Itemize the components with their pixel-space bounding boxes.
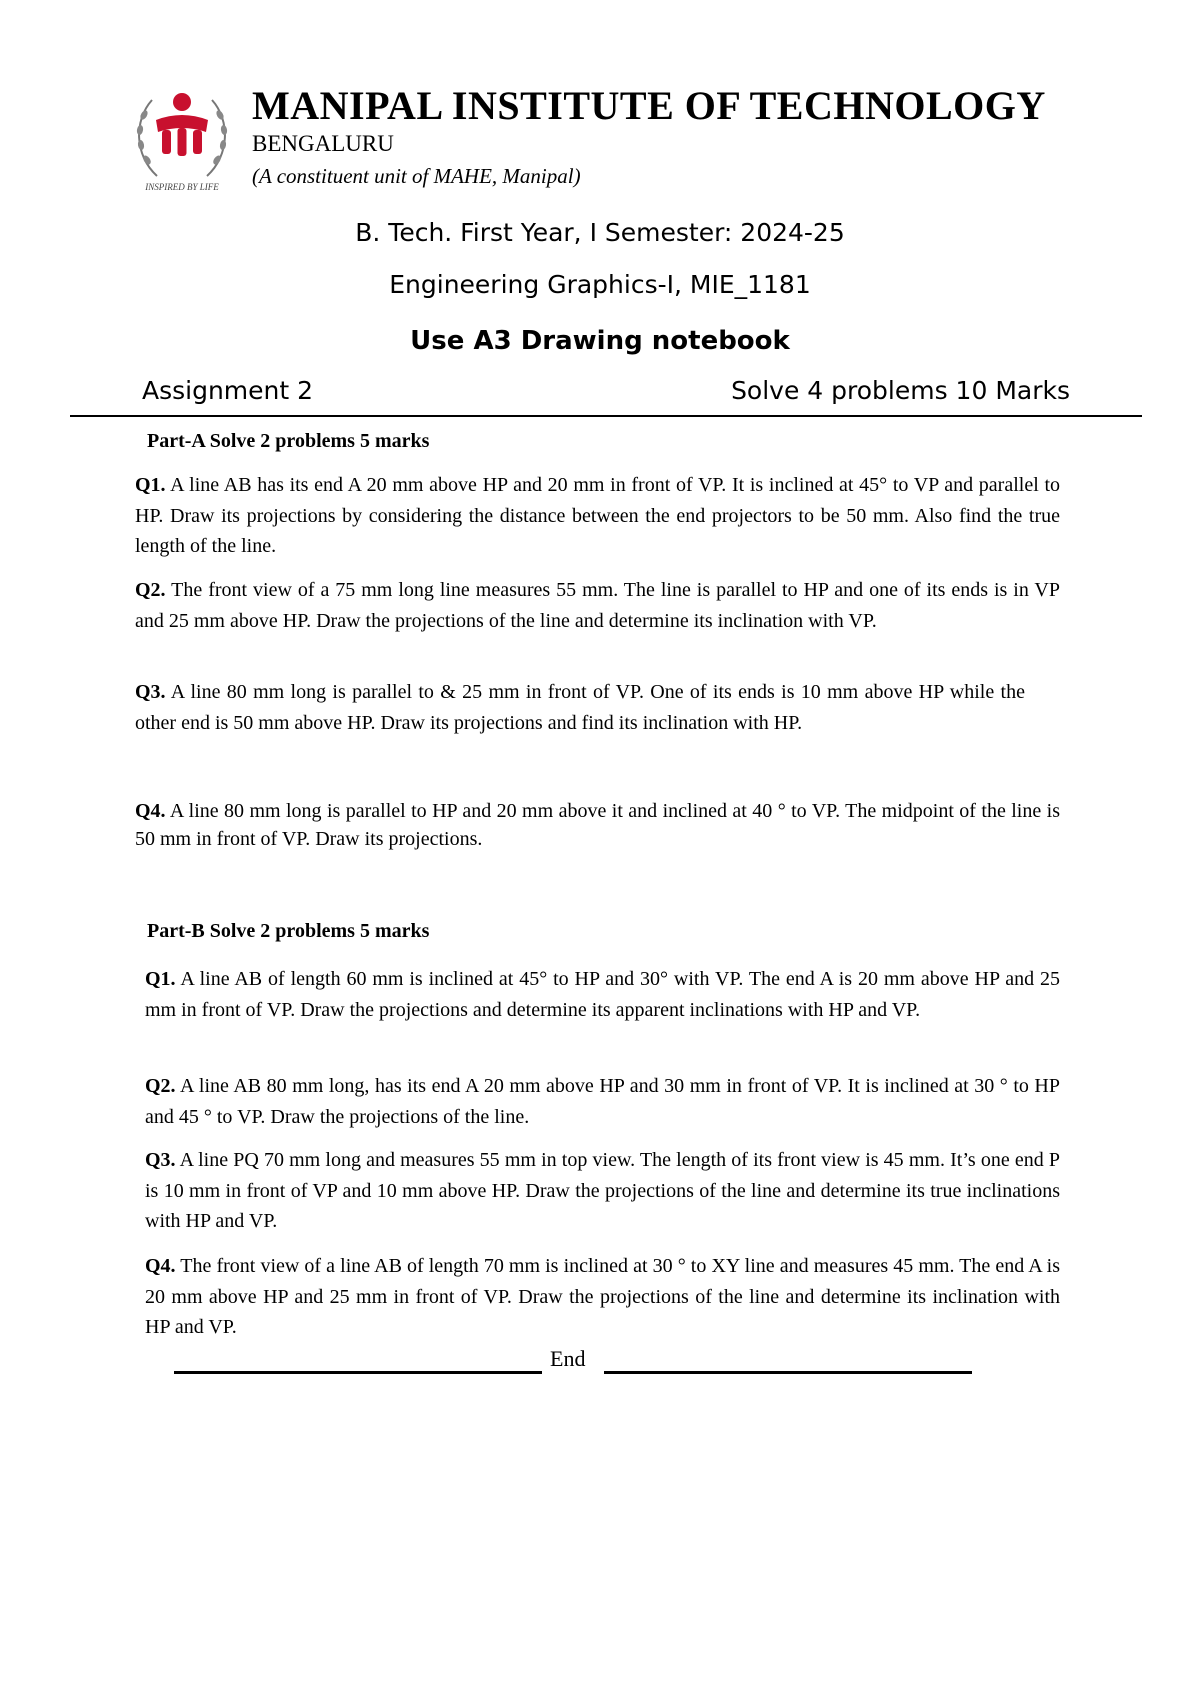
emblem-icon	[156, 93, 208, 156]
question-a4	[135, 797, 1060, 853]
part-a-title: Part-A Solve 2 problems 5 marks	[147, 430, 430, 452]
question-text: A line AB of length 60 mm is inclined at 45° to HP and 30° with VP. The end A is 20 mm above HP and 25 mm in front of VP. Draw the projections and determine its apparent inclinations with HP and VP.	[145, 968, 1060, 1021]
question-text: A line 80 mm long is parallel to HP and 20 mm above it and inclined at 40 ° to VP. The midpoint of the line is 50 mm in front of VP. Draw its projections.	[135, 800, 1060, 850]
end-label: End	[550, 1346, 586, 1371]
question-b1	[145, 964, 1060, 1025]
question-text: A line AB has its end A 20 mm above HP and 20 mm in front of VP. It is inclined at 45° to VP and parallel to HP. Draw its projections by considering the distance between the end projectors to be 50 mm. Also find the true length of the line.	[135, 474, 1060, 557]
question-number: Q3.	[145, 1149, 176, 1171]
assignment-title: Assignment 2	[142, 376, 314, 405]
part-b-title: Part-B Solve 2 problems 5 marks	[147, 920, 430, 942]
question-text: The front view of a line AB of length 70 mm is inclined at 30 ° to XY line and measures 45 mm. The end A is 20 mm above HP and 25 mm in front of VP. Draw the projections of the line and determine its inclination with HP and VP.	[145, 1255, 1060, 1338]
question-b2	[145, 1071, 1060, 1132]
question-number: Q1.	[135, 474, 166, 496]
end-rule-right	[604, 1371, 972, 1374]
question-b4	[145, 1251, 1060, 1343]
question-number: Q1.	[145, 968, 176, 990]
question-number: Q3.	[135, 681, 166, 703]
institute-logo	[132, 80, 232, 196]
notebook-instruction: Use A3 Drawing notebook	[410, 326, 790, 356]
question-text: A line PQ 70 mm long and measures 55 mm in top view. The length of its front view is 45 mm. It’s one end P is 10 mm in front of VP and 10 mm above HP. Draw the projections of the line and determine its true inclinations with HP and VP.	[145, 1149, 1060, 1232]
question-b3	[145, 1145, 1060, 1237]
question-text: The front view of a 75 mm long line measures 55 mm. The line is parallel to HP and one of its ends is in VP and 25 mm above HP. Draw the projections of the line and determine its inclination with VP.	[135, 579, 1060, 632]
question-a1	[135, 470, 1060, 562]
institute-name: MANIPAL INSTITUTE OF TECHNOLOGY	[252, 83, 1046, 128]
course-name-line: Engineering Graphics-I, MIE_1181	[389, 270, 811, 299]
question-text: A line AB 80 mm long, has its end A 20 mm above HP and 30 mm in front of VP. It is inclined at 30 ° to HP and 45 ° to VP. Draw the projections of the line.	[145, 1075, 1060, 1128]
assignment-summary: Solve 4 problems 10 Marks	[731, 376, 1070, 405]
institute-city: BENGALURU	[252, 131, 394, 156]
logo-motto: INSPIRED BY LIFE	[145, 182, 219, 192]
question-a2	[135, 575, 1060, 636]
header-divider	[70, 415, 1142, 417]
question-number: Q4.	[145, 1255, 176, 1277]
question-a3	[135, 677, 1025, 738]
end-rule-left	[174, 1371, 542, 1374]
question-number: Q2.	[145, 1075, 176, 1097]
question-number: Q2.	[135, 579, 166, 601]
question-text: A line 80 mm long is parallel to & 25 mm in front of VP. One of its ends is 10 mm above HP while the other end is 50 mm above HP. Draw its projections and find its inclination with HP.	[135, 681, 1025, 734]
question-number: Q4.	[135, 800, 166, 822]
institute-unit: (A constituent unit of MAHE, Manipal)	[252, 164, 581, 188]
course-year-line: B. Tech. First Year, I Semester: 2024-25	[355, 218, 845, 247]
